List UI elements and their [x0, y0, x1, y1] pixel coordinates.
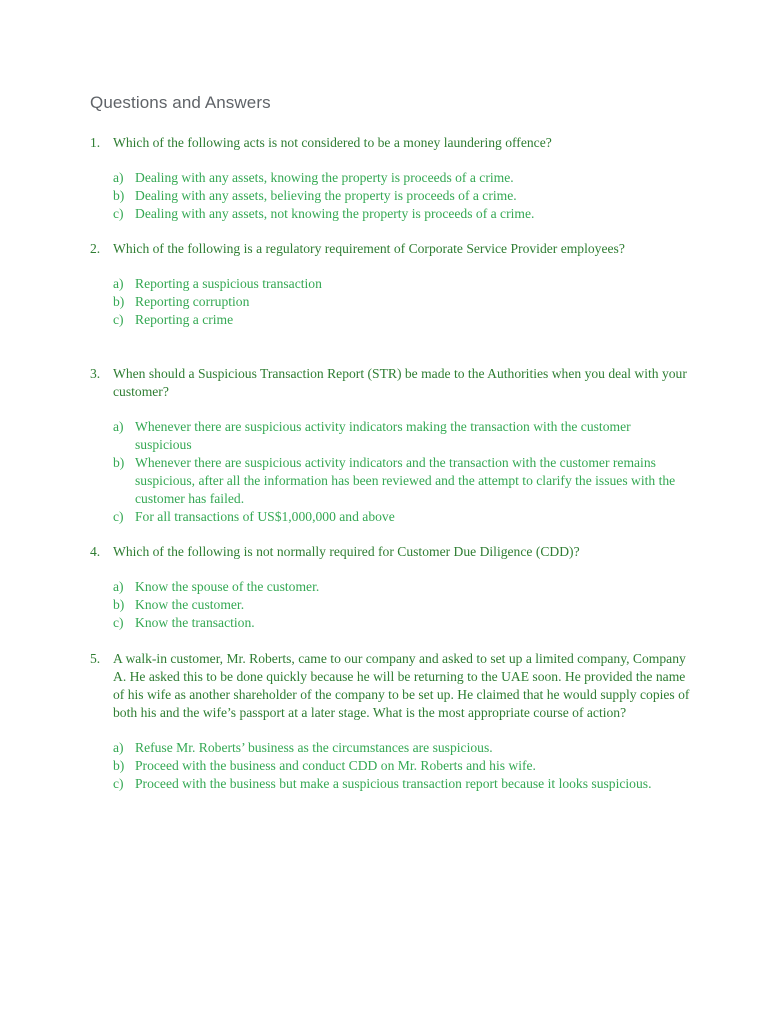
option-a: [113, 739, 690, 757]
option-b: [113, 757, 690, 775]
option-list: [113, 169, 690, 223]
option-list: [113, 418, 690, 526]
option-list: [113, 578, 690, 632]
option-text: Whenever there are suspicious activity indicators making the transaction with the customer suspicious: [135, 419, 631, 452]
option-letter: a): [113, 579, 124, 594]
option-letter: a): [113, 740, 124, 755]
option-text: Whenever there are suspicious activity indicators and the transaction with the customer remains suspicious, after all the information has been reviewed and the attempt to clarify the issues with the customer has failed.: [135, 455, 676, 506]
option-text: Reporting a suspicious transaction: [135, 276, 322, 291]
question-number: 2.: [90, 241, 101, 256]
page-title: Questions and Answers: [90, 93, 271, 112]
option-list: [113, 275, 690, 329]
question-text: Which of the following is not normally required for Customer Due Diligence (CDD)?: [113, 544, 580, 559]
question-text: Which of the following is a regulatory requirement of Corporate Service Provider employees?: [113, 241, 625, 256]
question-row: [90, 240, 690, 258]
option-c: [113, 311, 690, 329]
option-letter: c): [113, 206, 124, 221]
option-text: Dealing with any assets, knowing the property is proceeds of a crime.: [135, 170, 514, 185]
option-text: Dealing with any assets, believing the property is proceeds of a crime.: [135, 188, 517, 203]
option-a: [113, 275, 690, 293]
question-5: [90, 650, 690, 793]
option-text: Dealing with any assets, not knowing the property is proceeds of a crime.: [135, 206, 535, 221]
option-letter: a): [113, 419, 124, 434]
option-text: Know the customer.: [135, 597, 245, 612]
option-letter: b): [113, 188, 125, 203]
question-text: A walk-in customer, Mr. Roberts, came to our company and asked to set up a limited company, Company A. He asked this to be done quickly because he will be returning to the UAE soon. He provided the name of his wife as another shareholder of the company to be set up. He claimed that he would supply copies of both his and the wife’s passport at a later stage. What is the most appropriate course of action?: [113, 651, 690, 720]
option-letter: a): [113, 170, 124, 185]
question-row: [90, 365, 690, 401]
question-1: [90, 134, 690, 223]
option-letter: c): [113, 312, 124, 327]
question-row: [90, 134, 690, 152]
option-text: Proceed with the business and conduct CDD on Mr. Roberts and his wife.: [135, 758, 536, 773]
option-list: [113, 739, 690, 793]
option-c: [113, 508, 690, 526]
question-number: 1.: [90, 135, 101, 150]
option-text: Reporting a crime: [135, 312, 234, 327]
option-c: [113, 614, 690, 632]
option-letter: c): [113, 509, 124, 524]
option-letter: c): [113, 776, 124, 791]
option-c: [113, 205, 690, 223]
option-b: [113, 187, 690, 205]
question-4: [90, 543, 690, 632]
question-text: Which of the following acts is not considered to be a money laundering offence?: [113, 135, 552, 150]
option-text: For all transactions of US$1,000,000 and above: [135, 509, 395, 524]
option-letter: a): [113, 276, 124, 291]
option-text: Know the spouse of the customer.: [135, 579, 320, 594]
option-text: Refuse Mr. Roberts’ business as the circumstances are suspicious.: [135, 740, 493, 755]
option-text: Proceed with the business but make a suspicious transaction report because it looks suspicious.: [135, 776, 652, 791]
option-c: [113, 775, 690, 793]
option-a: [113, 418, 690, 454]
option-text: Know the transaction.: [135, 615, 255, 630]
option-letter: b): [113, 294, 125, 309]
option-letter: b): [113, 597, 125, 612]
question-row: [90, 650, 690, 722]
option-letter: c): [113, 615, 124, 630]
option-text: Reporting corruption: [135, 294, 250, 309]
question-text: When should a Suspicious Transaction Report (STR) be made to the Authorities when you deal with your customer?: [113, 366, 687, 399]
question-3: [90, 365, 690, 526]
option-letter: b): [113, 455, 125, 470]
option-a: [113, 169, 690, 187]
option-b: [113, 596, 690, 614]
option-b: [113, 293, 690, 311]
option-b: [113, 454, 690, 508]
option-letter: b): [113, 758, 125, 773]
question-2: [90, 240, 690, 329]
question-number: 5.: [90, 651, 101, 666]
question-number: 3.: [90, 366, 101, 381]
question-row: [90, 543, 690, 561]
option-a: [113, 578, 690, 596]
question-number: 4.: [90, 544, 101, 559]
